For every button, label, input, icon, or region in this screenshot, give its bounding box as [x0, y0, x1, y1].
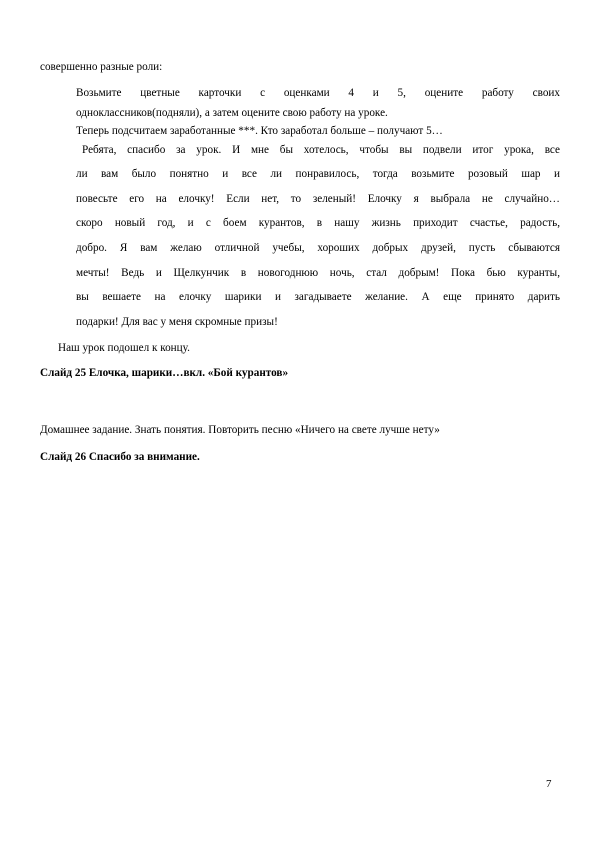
- para1-line1: Возьмите цветные карточки с оценками 4 и 5, оцените работу своих: [76, 87, 560, 99]
- para3-line-8: подарки! Для вас у меня скромные призы!: [76, 316, 278, 328]
- para3-line-3: повесьте его на елочку! Если нет, то зеленый! Елочку я выбрала не случайно…: [76, 193, 560, 205]
- slide26-heading: Слайд 26 Спасибо за внимание.: [40, 451, 200, 463]
- closing-text: Наш урок подошел к концу.: [58, 342, 190, 354]
- intro-fragment: совершенно разные роли:: [40, 61, 163, 73]
- para3-line-1: Ребята, спасибо за урок. И мне бы хотелось, чтобы вы подвели итог урока, все: [82, 144, 560, 156]
- para3-line-5: добро. Я вам желаю отличной учебы, хороших добрых друзей, пусть сбываются: [76, 242, 560, 254]
- page-number: 7: [546, 778, 552, 790]
- para3-line-6: мечты! Ведь и Щелкунчик в новогоднюю ночь, стал добрым! Пока бью куранты,: [76, 267, 560, 279]
- para2-text: Теперь подсчитаем заработанные ***. Кто заработал больше – получают 5…: [76, 125, 443, 137]
- slide25-heading: Слайд 25 Елочка, шарики…вкл. «Бой курантов»: [40, 367, 289, 379]
- homework-text: Домашнее задание. Знать понятия. Повторить песню «Ничего на свете лучше нету»: [40, 424, 440, 436]
- para3-line-7: вы вешаете на елочку шарики и загадываете желание. А еще принято дарить: [76, 291, 560, 303]
- para1-line2: одноклассников(подняли), а затем оцените свою работу на уроке.: [76, 107, 388, 119]
- para3-line-4: скоро новый год, и с боем курантов, в нашу жизнь приходит счастье, радость,: [76, 217, 560, 229]
- para3-line-2: ли вам было понятно и все ли понравилось, тогда возьмите розовый шар и: [76, 168, 560, 180]
